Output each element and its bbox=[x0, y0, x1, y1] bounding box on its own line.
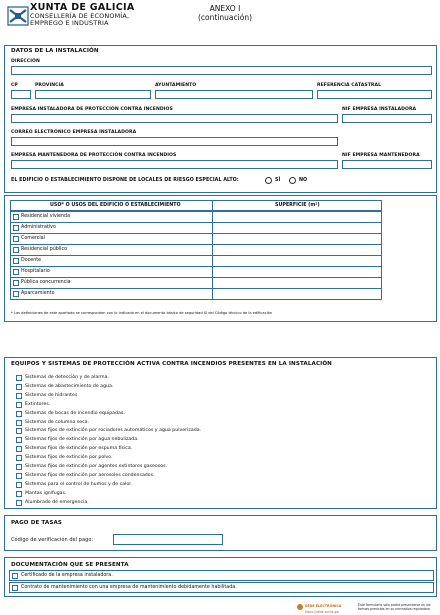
equipment-title: EQUIPOS Y SISTEMAS DE PROTECCIÓN ACTIVA CONTRA INCENDIOS PRESENTES EN LA INSTALACIÓN bbox=[11, 361, 332, 367]
equipment-label: Sistemas de abastecimiento de agua. bbox=[25, 383, 114, 389]
equipment-label: Mantas ignífugas. bbox=[25, 490, 67, 496]
equipment-checkbox[interactable] bbox=[16, 375, 22, 381]
usage-row-label: Comercial bbox=[21, 236, 46, 241]
referencia-field[interactable] bbox=[317, 90, 432, 99]
equipment-label: Sistemas para el control de humos y de calor. bbox=[25, 481, 133, 487]
usage-row-checkbox[interactable] bbox=[13, 214, 19, 220]
usage-footnote: * Las definiciones de este apartado se corresponden con lo indicado en el documento básico de seguridad SI del Código técnico de la edificación bbox=[11, 311, 273, 315]
documents-section bbox=[4, 557, 437, 597]
fees-code-field[interactable] bbox=[113, 534, 223, 545]
equipment-checkbox[interactable] bbox=[16, 500, 22, 506]
provincia-field[interactable] bbox=[35, 90, 151, 99]
equipment-checkbox[interactable] bbox=[16, 411, 22, 417]
equipment-checkbox[interactable] bbox=[16, 402, 22, 408]
nif-mantenedora-label: NIF EMPRESA MANTENEDORA bbox=[342, 153, 420, 158]
doc-checkbox-1[interactable] bbox=[12, 573, 18, 579]
usage-row-label: Residencial público bbox=[21, 247, 68, 252]
riesgo-no-radio[interactable] bbox=[289, 177, 296, 184]
usage-row-label: Residencial vivienda bbox=[21, 214, 71, 219]
equipment-label: Sistemas fijos de extinción por agua nebulizada. bbox=[25, 437, 139, 443]
equipment-label: Sistemas fijos de extinción por polvo. bbox=[25, 455, 113, 461]
correo-field[interactable] bbox=[11, 137, 338, 146]
equipment-label: Sistemas de detección y de alarma. bbox=[25, 375, 109, 380]
equipment-checkbox[interactable] bbox=[16, 420, 22, 426]
direccion-field[interactable] bbox=[11, 66, 432, 75]
equipment-label: Sistemas fijos de extinción por rociadores automáticos y agua pulverizada. bbox=[25, 428, 202, 434]
equipment-label: Sistemas de bocas de incendio equipadas. bbox=[25, 410, 125, 416]
riesgo-si-radio[interactable] bbox=[265, 177, 272, 184]
usage-section bbox=[4, 195, 437, 322]
doc-label-2: Contrato de mantenimiento con una empresa de mantenimiento debidamente habilitada. bbox=[21, 585, 237, 590]
usage-row-checkbox[interactable] bbox=[13, 291, 19, 297]
equipment-checkbox[interactable] bbox=[16, 455, 22, 461]
empresa-instaladora-field[interactable] bbox=[11, 114, 338, 123]
usage-row-checkbox[interactable] bbox=[13, 269, 19, 275]
nif-mantenedora-field[interactable] bbox=[342, 160, 432, 169]
usage-row-checkbox[interactable] bbox=[13, 236, 19, 242]
sede-seal-icon bbox=[297, 604, 303, 610]
riesgo-question: EL EDIFICIO O ESTABLECIMIENTO DISPONE DE LOCALES DE RIESGO ESPECIAL ALTO: bbox=[11, 178, 239, 183]
annex-title: ANEXO I bbox=[209, 4, 241, 13]
doc-checkbox-2[interactable] bbox=[12, 585, 18, 591]
empresa-mantenedora-label: EMPRESA MANTENEDORA DE PROTECCIÓN CONTRA INCENDIOS bbox=[11, 153, 177, 158]
annex-heading bbox=[180, 4, 270, 23]
installation-section bbox=[4, 45, 437, 193]
usage-row-superficie-field[interactable] bbox=[212, 288, 382, 300]
equipment-label: Alumbrado de emergencia. bbox=[25, 499, 89, 505]
xunta-logo-icon bbox=[6, 4, 30, 28]
usage-row-label: Aparcamiento bbox=[21, 291, 55, 296]
usage-row-checkbox[interactable] bbox=[13, 258, 19, 264]
direccion-label: DIRECCIÓN bbox=[11, 59, 40, 64]
equipment-label: Sistemas fijos de extinción por agentes extintores gaseosos. bbox=[25, 464, 168, 469]
uso-header: USO* O USOS DEL EDIFICIO O ESTABLECIMIENTO bbox=[50, 203, 181, 208]
equipment-checkbox[interactable] bbox=[16, 491, 22, 497]
equipment-checkbox[interactable] bbox=[16, 482, 22, 488]
org-block bbox=[30, 3, 134, 26]
usage-row-label: Hospitalario bbox=[21, 269, 50, 274]
fees-code-label: Código de verificación del pago: bbox=[11, 537, 94, 543]
equipment-label: Sistemas de hidrantes. bbox=[25, 392, 79, 398]
provincia-label: PROVINCIA bbox=[35, 83, 64, 88]
correo-label: CORREO ELECTRÓNICO EMPRESA INSTALADORA bbox=[11, 130, 137, 135]
empresa-mantenedora-field[interactable] bbox=[11, 160, 338, 169]
doc-label-1: Certificado de la empresa instaladora. bbox=[21, 573, 113, 578]
usage-row-checkbox[interactable] bbox=[13, 247, 19, 253]
riesgo-si-label: SÍ bbox=[275, 178, 281, 183]
nif-instaladora-label: NIF EMPRESA INSTALADORA bbox=[342, 107, 417, 112]
empresa-instaladora-label: EMPRESA INSTALADORA DE PROTECCIÓN CONTRA INCENDIOS bbox=[11, 107, 173, 112]
documents-title: DOCUMENTACIÓN QUE SE PRESENTA bbox=[11, 562, 129, 568]
equipment-checkbox[interactable] bbox=[16, 428, 22, 434]
footer-url: https://sede.xunta.gal bbox=[305, 610, 340, 614]
equipment-checkbox[interactable] bbox=[16, 393, 22, 399]
org-sub2: EMPREGO E INDUSTRIA bbox=[30, 18, 109, 27]
ayuntamiento-field[interactable] bbox=[155, 90, 313, 99]
nif-instaladora-field[interactable] bbox=[342, 114, 432, 123]
equipment-checkbox[interactable] bbox=[16, 464, 22, 470]
riesgo-no-label: NO bbox=[299, 178, 308, 183]
usage-row-checkbox[interactable] bbox=[13, 225, 19, 231]
cp-label: CP bbox=[11, 83, 18, 88]
equipment-checkbox[interactable] bbox=[16, 473, 22, 479]
usage-row-label: Docente bbox=[21, 258, 42, 263]
page-header bbox=[0, 0, 440, 42]
referencia-label: REFERENCIA CATASTRAL bbox=[317, 83, 382, 88]
usage-row-checkbox[interactable] bbox=[13, 280, 19, 286]
equipment-label: Sistemas de columna seca. bbox=[25, 419, 90, 425]
equipment-checkbox[interactable] bbox=[16, 384, 22, 390]
footer-note: Este formulario sólo podrá presentarse en las formas previstas en su normativa reguladora bbox=[358, 603, 431, 611]
ayuntamiento-label: AYUNTAMIENTO bbox=[155, 83, 197, 88]
equipment-label: Sistemas fijos de extinción por espuma física. bbox=[25, 446, 133, 452]
fees-title: PAGO DE TASAS bbox=[11, 520, 63, 526]
usage-row-label: Pública concurrencia bbox=[21, 280, 71, 285]
fees-section bbox=[4, 515, 437, 551]
installation-title: DATOS DE LA INSTALACIÓN bbox=[11, 48, 99, 54]
annex-subtitle: (continuación) bbox=[198, 13, 252, 23]
cp-field[interactable] bbox=[11, 90, 31, 99]
org-name: XUNTA DE GALICIA bbox=[30, 2, 135, 13]
org-sub1: CONSELLERÍA DE ECONOMÍA, bbox=[30, 11, 130, 20]
equipment-checkbox[interactable] bbox=[16, 437, 22, 443]
equipment-section bbox=[4, 357, 437, 509]
usage-row-label: Administrativo bbox=[21, 225, 56, 230]
equipment-label: Extintores. bbox=[25, 401, 51, 407]
footer-sede: SEDE ELECTRÓNICA bbox=[305, 604, 342, 608]
superficie-header: SUPERFICIE (m²) bbox=[275, 203, 320, 208]
equipment-label: Sistemas fijos de extinción por aerosoles condensados. bbox=[25, 472, 155, 478]
equipment-checkbox[interactable] bbox=[16, 446, 22, 452]
